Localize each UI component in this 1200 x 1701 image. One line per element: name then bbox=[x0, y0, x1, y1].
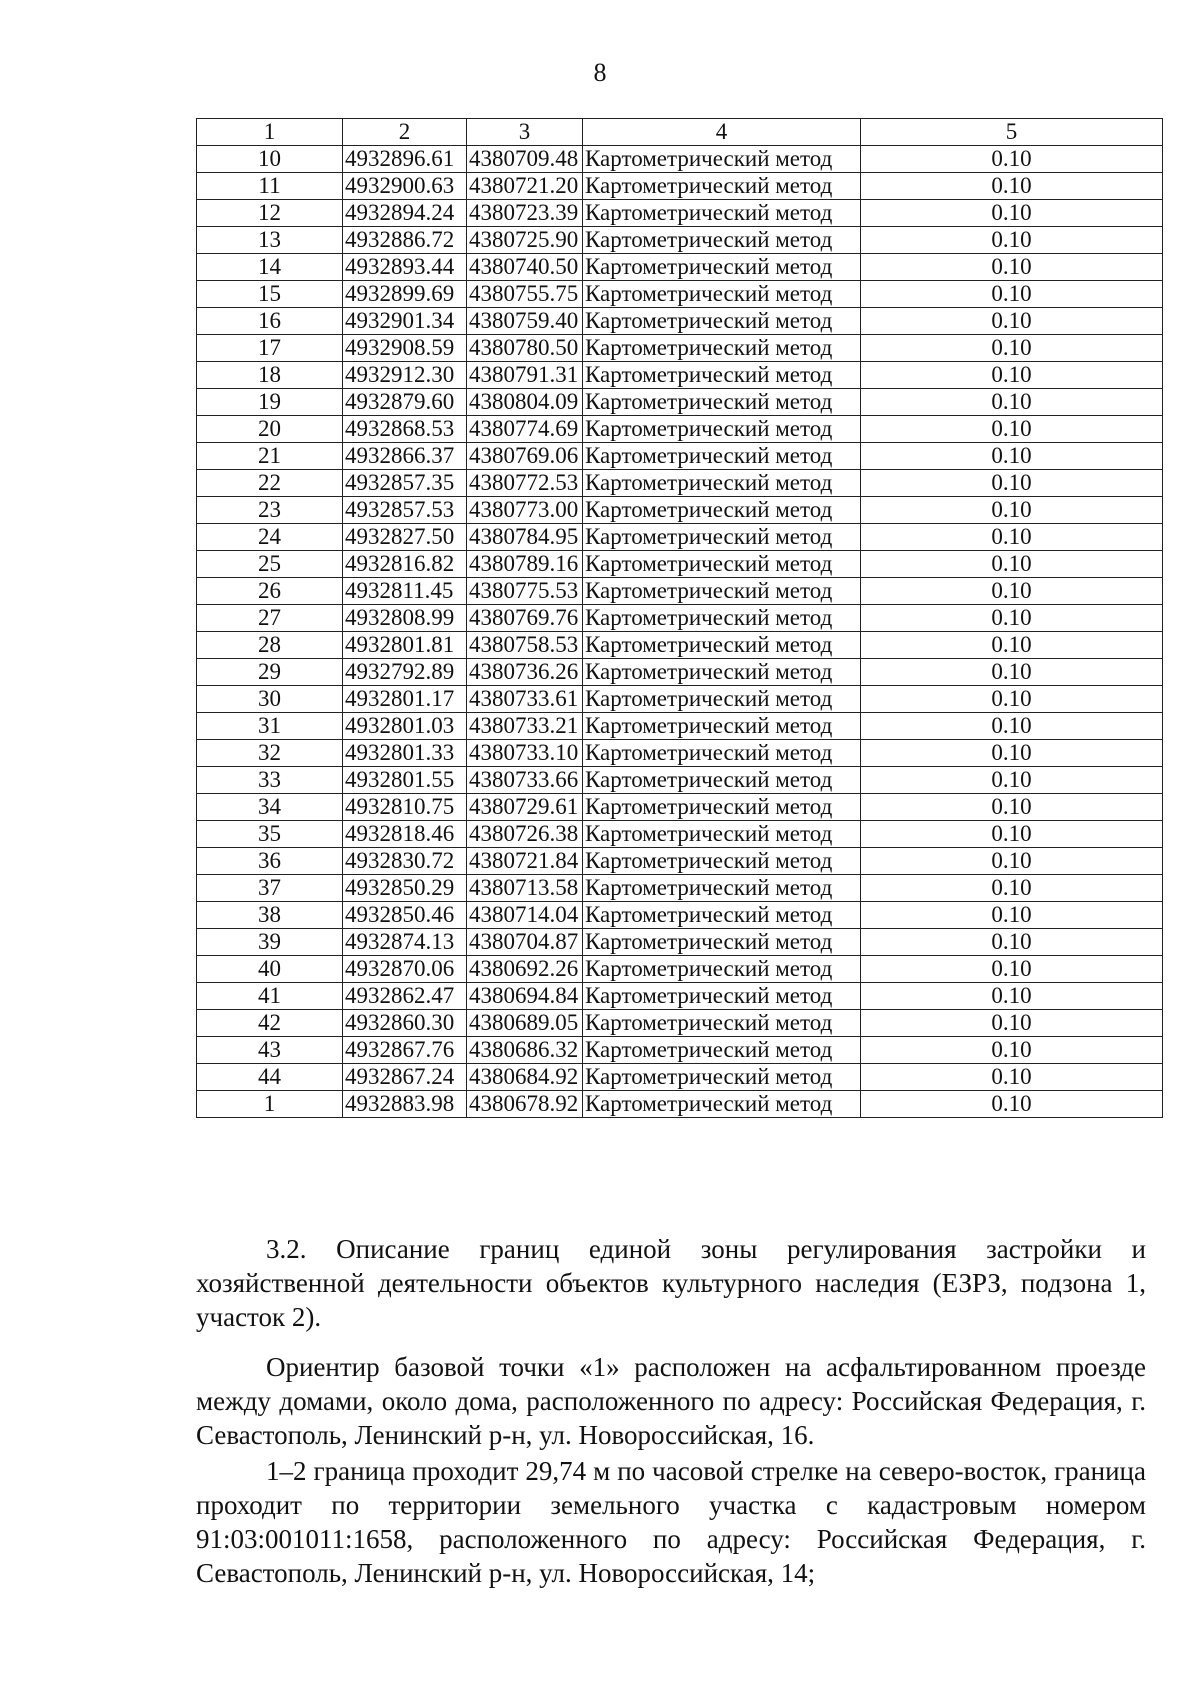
x-coordinate-cell: 4932808.99 bbox=[343, 605, 467, 632]
method-cell: Картометрический метод bbox=[583, 740, 861, 767]
accuracy-cell: 0.10 bbox=[861, 659, 1163, 686]
point-number-cell: 10 bbox=[197, 146, 343, 173]
y-coordinate-cell: 4380772.53 bbox=[467, 470, 583, 497]
point-number-cell: 30 bbox=[197, 686, 343, 713]
accuracy-cell: 0.10 bbox=[861, 227, 1163, 254]
accuracy-cell: 0.10 bbox=[861, 929, 1163, 956]
table-row bbox=[197, 146, 1163, 173]
x-coordinate-cell: 4932801.81 bbox=[343, 632, 467, 659]
coordinates-table bbox=[196, 118, 1163, 1118]
point-number-cell: 24 bbox=[197, 524, 343, 551]
x-coordinate-cell: 4932912.30 bbox=[343, 362, 467, 389]
x-coordinate-cell: 4932908.59 bbox=[343, 335, 467, 362]
table-row bbox=[197, 362, 1163, 389]
accuracy-cell: 0.10 bbox=[861, 821, 1163, 848]
accuracy-cell: 0.10 bbox=[861, 794, 1163, 821]
y-coordinate-cell: 4380713.58 bbox=[467, 875, 583, 902]
method-cell: Картометрический метод bbox=[583, 578, 861, 605]
x-coordinate-cell: 4932894.24 bbox=[343, 200, 467, 227]
point-number-cell: 19 bbox=[197, 389, 343, 416]
method-cell: Картометрический метод bbox=[583, 200, 861, 227]
table-row bbox=[197, 983, 1163, 1010]
table-row bbox=[197, 578, 1163, 605]
x-coordinate-cell: 4932879.60 bbox=[343, 389, 467, 416]
table-row bbox=[197, 605, 1163, 632]
accuracy-cell: 0.10 bbox=[861, 335, 1163, 362]
method-cell: Картометрический метод bbox=[583, 551, 861, 578]
x-coordinate-cell: 4932857.35 bbox=[343, 470, 467, 497]
x-coordinate-cell: 4932867.76 bbox=[343, 1037, 467, 1064]
table-row bbox=[197, 659, 1163, 686]
x-coordinate-cell: 4932818.46 bbox=[343, 821, 467, 848]
point-number-cell: 29 bbox=[197, 659, 343, 686]
point-number-cell: 44 bbox=[197, 1064, 343, 1091]
point-number-cell: 33 bbox=[197, 767, 343, 794]
method-cell: Картометрический метод bbox=[583, 686, 861, 713]
method-cell: Картометрический метод bbox=[583, 281, 861, 308]
x-coordinate-cell: 4932866.37 bbox=[343, 443, 467, 470]
x-coordinate-cell: 4932811.45 bbox=[343, 578, 467, 605]
body-paragraph: 1–2 граница проходит 29,74 м по часовой стрелке на северо-восток, граница проходит по территории земельного участка с кадастровым номером 91:03:001011:1658, расположенного по адресу: Российская Федерация, г. Севастополь, Ленинский р-н, ул. Новороссийская, 14; bbox=[196, 1456, 1146, 1588]
point-number-cell: 23 bbox=[197, 497, 343, 524]
x-coordinate-cell: 4932801.55 bbox=[343, 767, 467, 794]
y-coordinate-cell: 4380725.90 bbox=[467, 227, 583, 254]
table-row bbox=[197, 956, 1163, 983]
table-row bbox=[197, 416, 1163, 443]
y-coordinate-cell: 4380758.53 bbox=[467, 632, 583, 659]
point-number-cell: 39 bbox=[197, 929, 343, 956]
accuracy-cell: 0.10 bbox=[861, 200, 1163, 227]
y-coordinate-cell: 4380804.09 bbox=[467, 389, 583, 416]
y-coordinate-cell: 4380773.00 bbox=[467, 497, 583, 524]
accuracy-cell: 0.10 bbox=[861, 1091, 1163, 1118]
y-coordinate-cell: 4380721.84 bbox=[467, 848, 583, 875]
point-number-cell: 25 bbox=[197, 551, 343, 578]
point-number-cell: 16 bbox=[197, 308, 343, 335]
x-coordinate-cell: 4932870.06 bbox=[343, 956, 467, 983]
table-row bbox=[197, 254, 1163, 281]
method-cell: Картометрический метод bbox=[583, 659, 861, 686]
body-paragraph: Ориентир базовой точки «1» расположен на асфальтированном проезде между домами, около дома, расположенного по адресу: Российская Федерация, г. Севастополь, Ленинский р-н, ул. Новороссийская, 16. bbox=[196, 1352, 1146, 1450]
x-coordinate-cell: 4932883.98 bbox=[343, 1091, 467, 1118]
accuracy-cell: 0.10 bbox=[861, 848, 1163, 875]
x-coordinate-cell: 4932850.29 bbox=[343, 875, 467, 902]
point-number-cell: 22 bbox=[197, 470, 343, 497]
table-row bbox=[197, 551, 1163, 578]
x-coordinate-cell: 4932816.82 bbox=[343, 551, 467, 578]
accuracy-cell: 0.10 bbox=[861, 1010, 1163, 1037]
method-cell: Картометрический метод bbox=[583, 632, 861, 659]
accuracy-cell: 0.10 bbox=[861, 875, 1163, 902]
accuracy-cell: 0.10 bbox=[861, 767, 1163, 794]
y-coordinate-cell: 4380686.32 bbox=[467, 1037, 583, 1064]
table-row bbox=[197, 227, 1163, 254]
method-cell: Картометрический метод bbox=[583, 335, 861, 362]
method-cell: Картометрический метод bbox=[583, 443, 861, 470]
point-number-cell: 15 bbox=[197, 281, 343, 308]
point-number-cell: 43 bbox=[197, 1037, 343, 1064]
table-row bbox=[197, 200, 1163, 227]
y-coordinate-cell: 4380791.31 bbox=[467, 362, 583, 389]
x-coordinate-cell: 4932827.50 bbox=[343, 524, 467, 551]
x-coordinate-cell: 4932896.61 bbox=[343, 146, 467, 173]
y-coordinate-cell: 4380740.50 bbox=[467, 254, 583, 281]
method-cell: Картометрический метод bbox=[583, 605, 861, 632]
x-coordinate-cell: 4932801.17 bbox=[343, 686, 467, 713]
accuracy-cell: 0.10 bbox=[861, 902, 1163, 929]
accuracy-cell: 0.10 bbox=[861, 524, 1163, 551]
x-coordinate-cell: 4932810.75 bbox=[343, 794, 467, 821]
point-number-cell: 42 bbox=[197, 1010, 343, 1037]
accuracy-cell: 0.10 bbox=[861, 308, 1163, 335]
y-coordinate-cell: 4380692.26 bbox=[467, 956, 583, 983]
x-coordinate-cell: 4932868.53 bbox=[343, 416, 467, 443]
x-coordinate-cell: 4932860.30 bbox=[343, 1010, 467, 1037]
section-heading: 3.2. Описание границ единой зоны регулирования застройки и хозяйственной деятельности объектов культурного наследия (ЕЗРЗ, подзона 1, участок 2). bbox=[196, 1234, 1146, 1332]
point-number-cell: 26 bbox=[197, 578, 343, 605]
y-coordinate-cell: 4380759.40 bbox=[467, 308, 583, 335]
table-row bbox=[197, 524, 1163, 551]
table-row bbox=[197, 308, 1163, 335]
x-coordinate-cell: 4932801.33 bbox=[343, 740, 467, 767]
point-number-cell: 17 bbox=[197, 335, 343, 362]
table-row bbox=[197, 173, 1163, 200]
accuracy-cell: 0.10 bbox=[861, 173, 1163, 200]
y-coordinate-cell: 4380714.04 bbox=[467, 902, 583, 929]
y-coordinate-cell: 4380689.05 bbox=[467, 1010, 583, 1037]
table-row bbox=[197, 902, 1163, 929]
method-cell: Картометрический метод bbox=[583, 416, 861, 443]
y-coordinate-cell: 4380723.39 bbox=[467, 200, 583, 227]
method-cell: Картометрический метод bbox=[583, 767, 861, 794]
y-coordinate-cell: 4380755.75 bbox=[467, 281, 583, 308]
method-cell: Картометрический метод bbox=[583, 956, 861, 983]
y-coordinate-cell: 4380684.92 bbox=[467, 1064, 583, 1091]
y-coordinate-cell: 4380789.16 bbox=[467, 551, 583, 578]
x-coordinate-cell: 4932792.89 bbox=[343, 659, 467, 686]
x-coordinate-cell: 4932850.46 bbox=[343, 902, 467, 929]
section-heading-block bbox=[196, 1232, 1146, 1334]
point-number-cell: 14 bbox=[197, 254, 343, 281]
point-number-cell: 12 bbox=[197, 200, 343, 227]
method-cell: Картометрический метод bbox=[583, 389, 861, 416]
accuracy-cell: 0.10 bbox=[861, 497, 1163, 524]
table-row bbox=[197, 740, 1163, 767]
y-coordinate-cell: 4380704.87 bbox=[467, 929, 583, 956]
table-row bbox=[197, 443, 1163, 470]
y-coordinate-cell: 4380784.95 bbox=[467, 524, 583, 551]
table-row bbox=[197, 1064, 1163, 1091]
table-row bbox=[197, 767, 1163, 794]
body-text-block bbox=[196, 1350, 1146, 1590]
point-number-cell: 13 bbox=[197, 227, 343, 254]
y-coordinate-cell: 4380769.06 bbox=[467, 443, 583, 470]
table-row bbox=[197, 1091, 1163, 1118]
accuracy-cell: 0.10 bbox=[861, 389, 1163, 416]
method-cell: Картометрический метод bbox=[583, 983, 861, 1010]
x-coordinate-cell: 4932886.72 bbox=[343, 227, 467, 254]
table-row bbox=[197, 1037, 1163, 1064]
accuracy-cell: 0.10 bbox=[861, 470, 1163, 497]
point-number-cell: 20 bbox=[197, 416, 343, 443]
method-cell: Картометрический метод bbox=[583, 497, 861, 524]
x-coordinate-cell: 4932862.47 bbox=[343, 983, 467, 1010]
table-row bbox=[197, 713, 1163, 740]
point-number-cell: 31 bbox=[197, 713, 343, 740]
y-coordinate-cell: 4380769.76 bbox=[467, 605, 583, 632]
method-cell: Картометрический метод bbox=[583, 362, 861, 389]
accuracy-cell: 0.10 bbox=[861, 1064, 1163, 1091]
point-number-cell: 18 bbox=[197, 362, 343, 389]
method-cell: Картометрический метод bbox=[583, 173, 861, 200]
table-row bbox=[197, 848, 1163, 875]
x-coordinate-cell: 4932899.69 bbox=[343, 281, 467, 308]
accuracy-cell: 0.10 bbox=[861, 254, 1163, 281]
table-row bbox=[197, 794, 1163, 821]
point-number-cell: 27 bbox=[197, 605, 343, 632]
accuracy-cell: 0.10 bbox=[861, 983, 1163, 1010]
column-header-5: 5 bbox=[861, 119, 1163, 146]
method-cell: Картометрический метод bbox=[583, 1064, 861, 1091]
accuracy-cell: 0.10 bbox=[861, 632, 1163, 659]
table-row bbox=[197, 1010, 1163, 1037]
point-number-cell: 37 bbox=[197, 875, 343, 902]
table-row bbox=[197, 281, 1163, 308]
table-row bbox=[197, 821, 1163, 848]
accuracy-cell: 0.10 bbox=[861, 686, 1163, 713]
x-coordinate-cell: 4932857.53 bbox=[343, 497, 467, 524]
accuracy-cell: 0.10 bbox=[861, 713, 1163, 740]
column-header-3: 3 bbox=[467, 119, 583, 146]
y-coordinate-cell: 4380733.10 bbox=[467, 740, 583, 767]
point-number-cell: 35 bbox=[197, 821, 343, 848]
method-cell: Картометрический метод bbox=[583, 821, 861, 848]
accuracy-cell: 0.10 bbox=[861, 146, 1163, 173]
accuracy-cell: 0.10 bbox=[861, 740, 1163, 767]
point-number-cell: 32 bbox=[197, 740, 343, 767]
point-number-cell: 34 bbox=[197, 794, 343, 821]
point-number-cell: 1 bbox=[197, 1091, 343, 1118]
accuracy-cell: 0.10 bbox=[861, 362, 1163, 389]
table-row bbox=[197, 632, 1163, 659]
point-number-cell: 40 bbox=[197, 956, 343, 983]
y-coordinate-cell: 4380780.50 bbox=[467, 335, 583, 362]
method-cell: Картометрический метод bbox=[583, 1091, 861, 1118]
x-coordinate-cell: 4932874.13 bbox=[343, 929, 467, 956]
accuracy-cell: 0.10 bbox=[861, 605, 1163, 632]
point-number-cell: 38 bbox=[197, 902, 343, 929]
y-coordinate-cell: 4380678.92 bbox=[467, 1091, 583, 1118]
y-coordinate-cell: 4380729.61 bbox=[467, 794, 583, 821]
method-cell: Картометрический метод bbox=[583, 875, 861, 902]
table-row bbox=[197, 686, 1163, 713]
column-header-4: 4 bbox=[583, 119, 861, 146]
accuracy-cell: 0.10 bbox=[861, 1037, 1163, 1064]
method-cell: Картометрический метод bbox=[583, 929, 861, 956]
x-coordinate-cell: 4932830.72 bbox=[343, 848, 467, 875]
method-cell: Картометрический метод bbox=[583, 1010, 861, 1037]
table-header-row bbox=[197, 119, 1163, 146]
table-row bbox=[197, 335, 1163, 362]
method-cell: Картометрический метод bbox=[583, 713, 861, 740]
y-coordinate-cell: 4380775.53 bbox=[467, 578, 583, 605]
method-cell: Картометрический метод bbox=[583, 308, 861, 335]
page-number: 8 bbox=[593, 58, 607, 87]
x-coordinate-cell: 4932801.03 bbox=[343, 713, 467, 740]
x-coordinate-cell: 4932901.34 bbox=[343, 308, 467, 335]
point-number-cell: 41 bbox=[197, 983, 343, 1010]
point-number-cell: 21 bbox=[197, 443, 343, 470]
method-cell: Картометрический метод bbox=[583, 227, 861, 254]
accuracy-cell: 0.10 bbox=[861, 551, 1163, 578]
method-cell: Картометрический метод bbox=[583, 524, 861, 551]
x-coordinate-cell: 4932900.63 bbox=[343, 173, 467, 200]
y-coordinate-cell: 4380726.38 bbox=[467, 821, 583, 848]
method-cell: Картометрический метод bbox=[583, 902, 861, 929]
accuracy-cell: 0.10 bbox=[861, 281, 1163, 308]
table-row bbox=[197, 470, 1163, 497]
method-cell: Картометрический метод bbox=[583, 146, 861, 173]
point-number-cell: 11 bbox=[197, 173, 343, 200]
table-row bbox=[197, 497, 1163, 524]
x-coordinate-cell: 4932893.44 bbox=[343, 254, 467, 281]
column-header-2: 2 bbox=[343, 119, 467, 146]
y-coordinate-cell: 4380733.61 bbox=[467, 686, 583, 713]
y-coordinate-cell: 4380774.69 bbox=[467, 416, 583, 443]
point-number-cell: 36 bbox=[197, 848, 343, 875]
method-cell: Картометрический метод bbox=[583, 1037, 861, 1064]
table-row bbox=[197, 875, 1163, 902]
accuracy-cell: 0.10 bbox=[861, 578, 1163, 605]
method-cell: Картометрический метод bbox=[583, 254, 861, 281]
point-number-cell: 28 bbox=[197, 632, 343, 659]
y-coordinate-cell: 4380694.84 bbox=[467, 983, 583, 1010]
y-coordinate-cell: 4380709.48 bbox=[467, 146, 583, 173]
y-coordinate-cell: 4380733.21 bbox=[467, 713, 583, 740]
table-row bbox=[197, 389, 1163, 416]
y-coordinate-cell: 4380733.66 bbox=[467, 767, 583, 794]
accuracy-cell: 0.10 bbox=[861, 443, 1163, 470]
y-coordinate-cell: 4380721.20 bbox=[467, 173, 583, 200]
method-cell: Картометрический метод bbox=[583, 794, 861, 821]
coordinates-table-body bbox=[197, 119, 1163, 1118]
column-header-1: 1 bbox=[197, 119, 343, 146]
accuracy-cell: 0.10 bbox=[861, 416, 1163, 443]
method-cell: Картометрический метод bbox=[583, 470, 861, 497]
method-cell: Картометрический метод bbox=[583, 848, 861, 875]
accuracy-cell: 0.10 bbox=[861, 956, 1163, 983]
y-coordinate-cell: 4380736.26 bbox=[467, 659, 583, 686]
x-coordinate-cell: 4932867.24 bbox=[343, 1064, 467, 1091]
table-row bbox=[197, 929, 1163, 956]
